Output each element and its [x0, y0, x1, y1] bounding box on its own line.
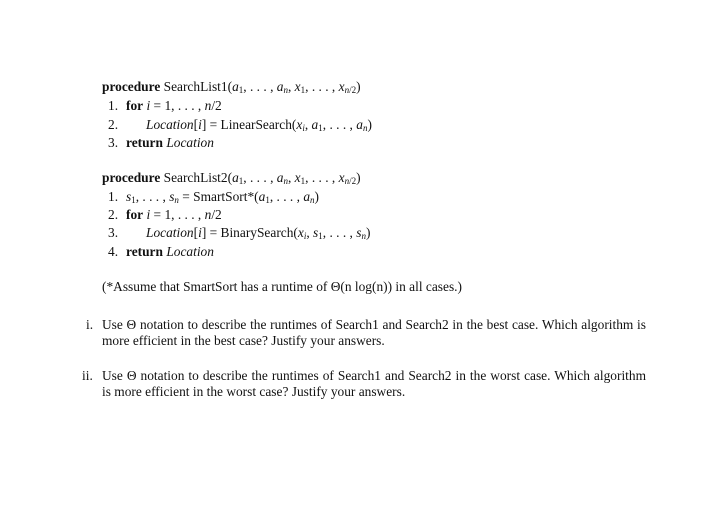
procedure2-line-3: 3. Location[i] = $BinarySearch(x_i$, $s_1$, . . . , $s_n$): [108, 225, 371, 241]
procedure2-line-2: 2. for i = 1, . . . , n/2: [108, 207, 222, 222]
procedure2-name: SearchList2: [163, 170, 228, 185]
question-text: Use Θ notation to describe the runtimes of Search1 and Search2 in the worst case. Which algorithm is more efficient in the worst case? Justify your answers.: [102, 368, 646, 399]
question-label: i.: [86, 317, 94, 332]
procedure2-line-4: 4. return Location: [108, 244, 214, 259]
procedure2-line-1: 1. $s_1$, . . . , $s_n$ = $SmartSort*(a_1$, . . . , $a_n$): [108, 189, 319, 205]
question-ii: [82, 368, 646, 400]
procedure1-line-3: 3. return Location: [108, 135, 214, 150]
procedure2-keyword: procedure: [102, 170, 161, 185]
procedure1-keyword: procedure: [102, 79, 161, 94]
question-i: [86, 317, 646, 349]
procedure2-header: procedure $SearchList2(a_1$, . . . , $a_n$, $x_1$, . . . , $x_{n/2}$): [102, 170, 361, 186]
procedure1-name: SearchList1: [163, 79, 228, 94]
question-text: Use Θ notation to describe the runtimes of Search1 and Search2 in the best case. Which algorithm is more efficient in the best case? Justify your answers.: [102, 317, 646, 348]
procedure1-line-2: 2. Location[i] = $LinearSearch(x_i$, $a_1$, . . . , $a_n$): [108, 117, 372, 133]
smartsort-note: (*Assume that SmartSort has a runtime of Θ(n log(n)) in all cases.): [102, 279, 462, 294]
question-label: ii.: [82, 368, 93, 383]
procedure1-header: procedure $SearchList1(a_1$, . . . , $a_n$, $x_1$, . . . , $x_{n/2}$): [102, 79, 361, 95]
procedure1-line-1: 1. for i = 1, . . . , n/2: [108, 98, 222, 113]
